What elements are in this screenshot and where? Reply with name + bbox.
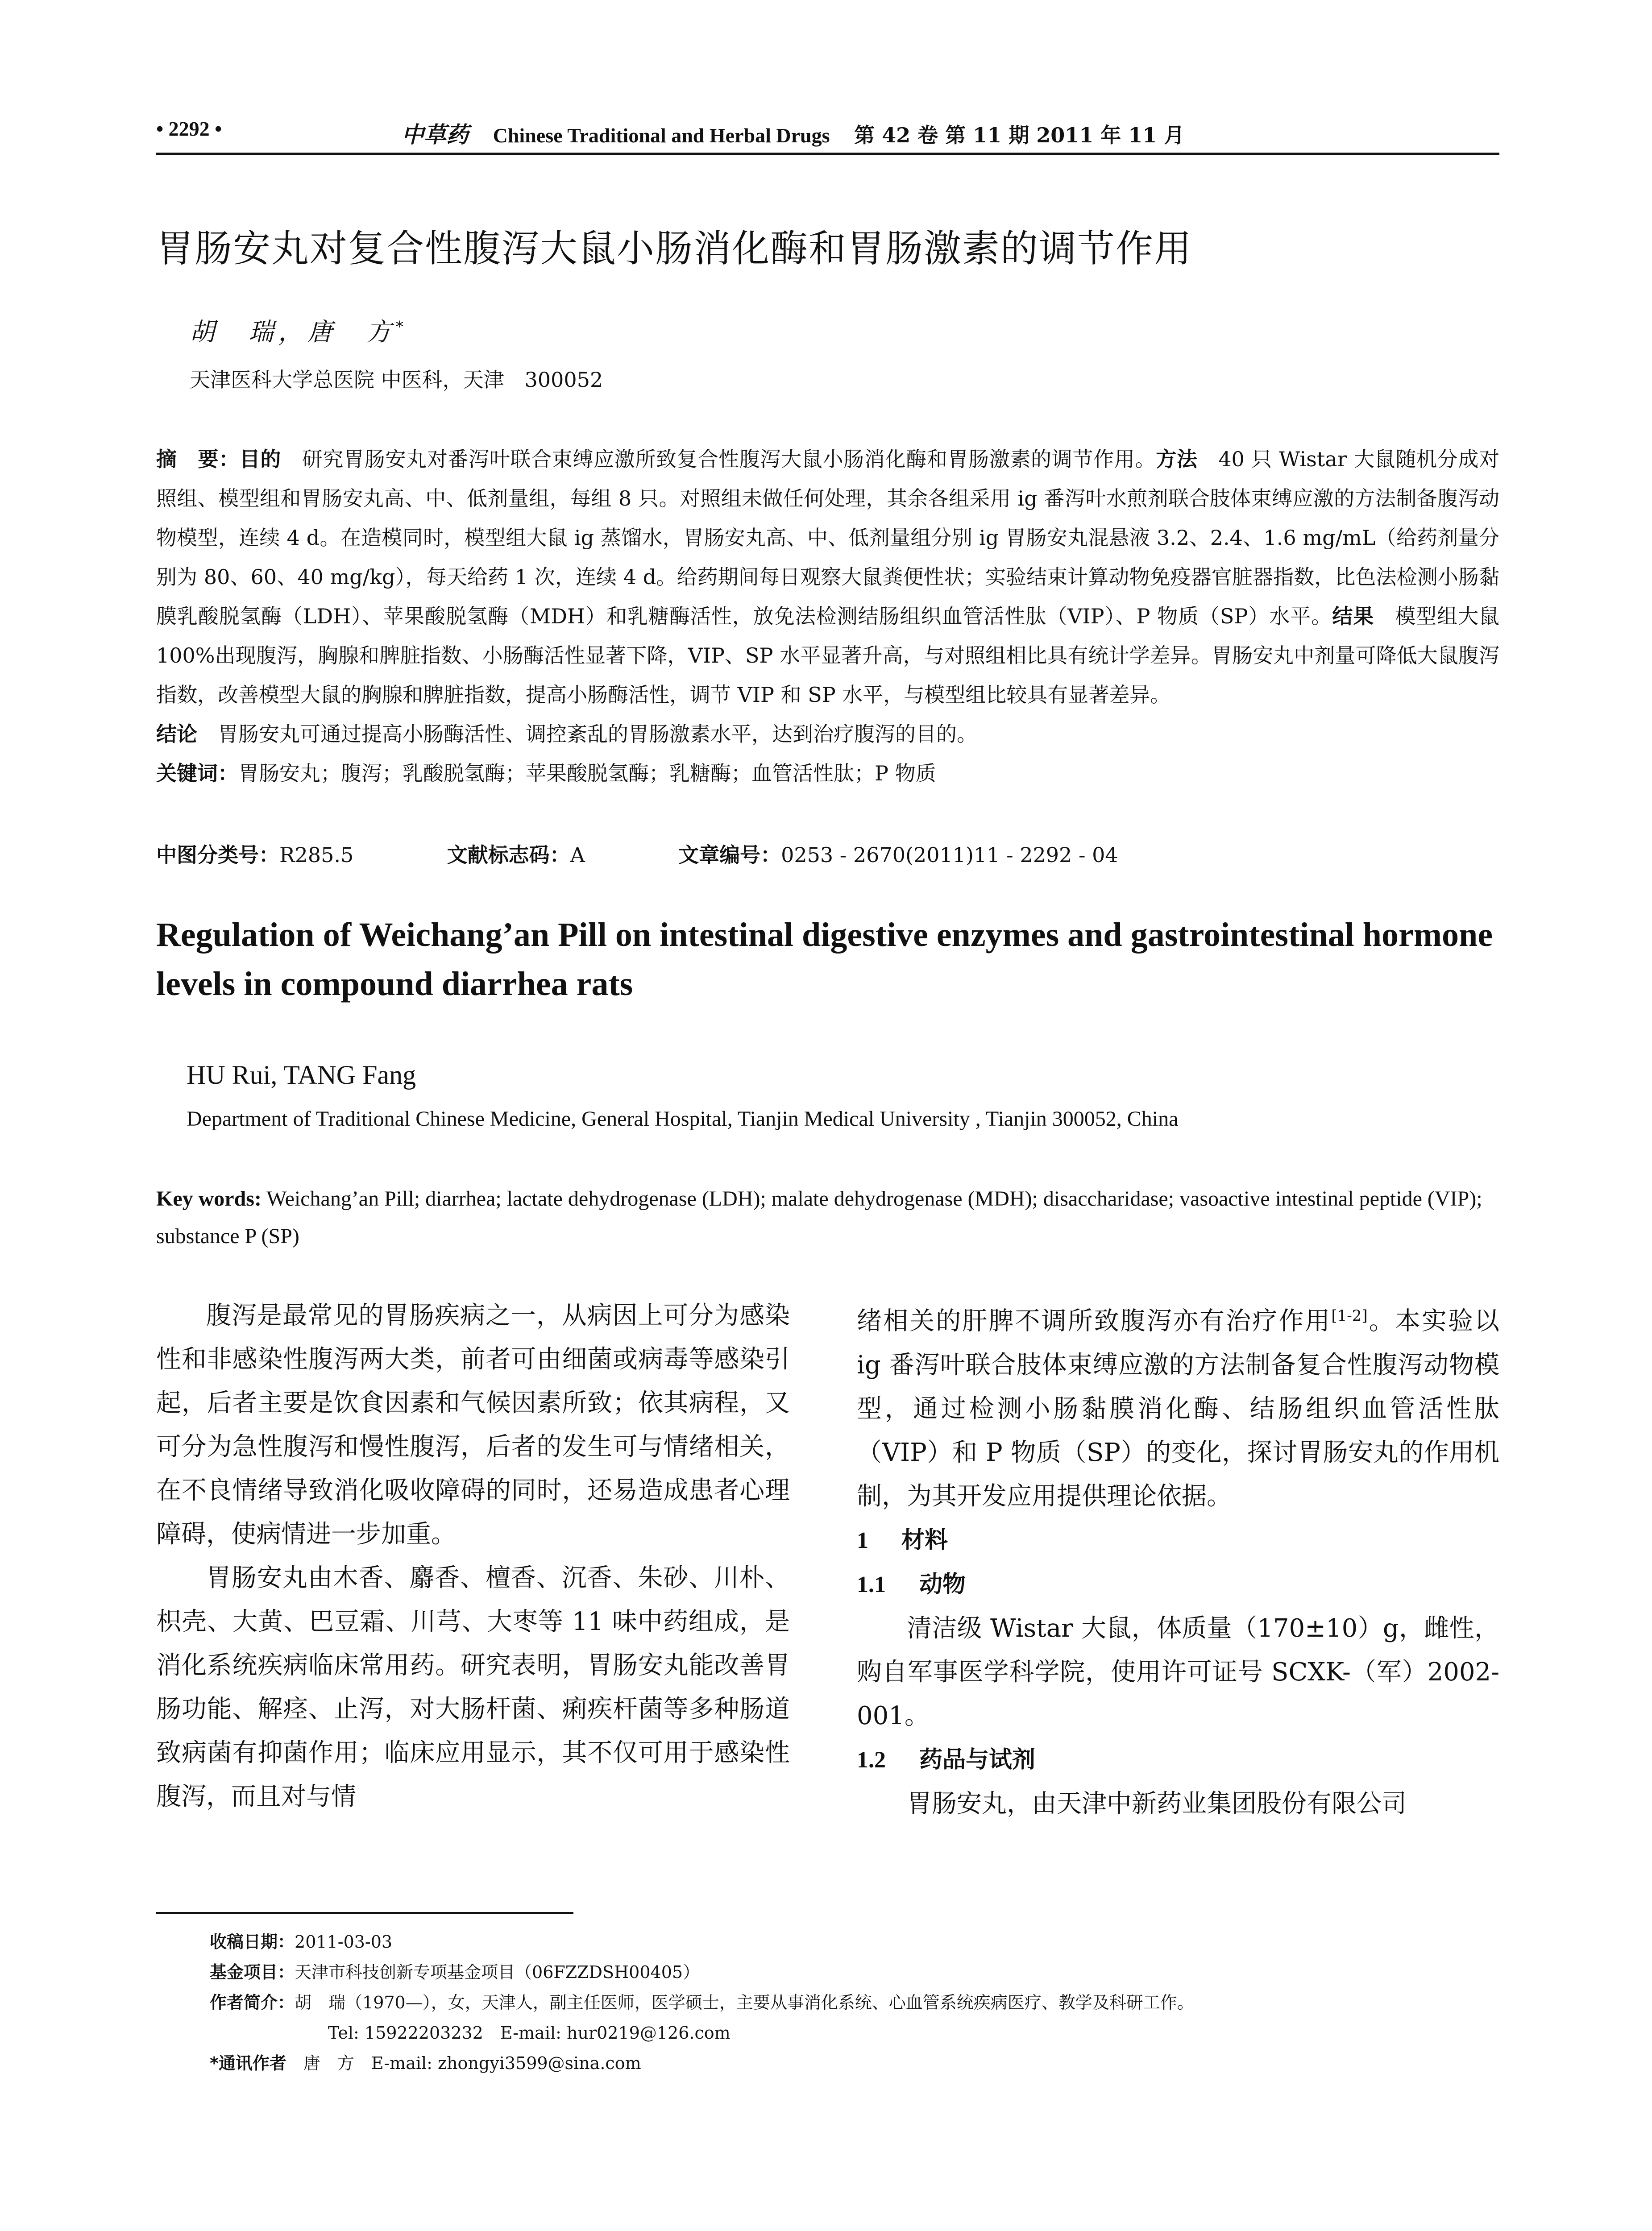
journal-line xyxy=(402,117,1184,149)
objective-text: 研究胃肠安丸对番泻叶联合束缚应激所致复合性腹泻大鼠小肠消化酶和胃肠激素的调节作用。 xyxy=(302,447,1156,471)
clc-label: 中图分类号： xyxy=(156,843,279,867)
clc-value: R285.5 xyxy=(279,843,354,867)
footnote-bio xyxy=(210,1987,1504,2018)
section-1-1-number: 1.1 xyxy=(857,1572,886,1597)
corresponding-label: *通讯作者 xyxy=(210,2053,286,2073)
conclusion-label: 结论 xyxy=(156,722,197,746)
keywords-en-label: Key words: xyxy=(156,1187,261,1211)
body-paragraph-1: 腹泻是最常见的胃肠疾病之一，从病因上可分为感染性和非感染性腹泻两大类，前者可由细菌或病毒等感染引起，后者主要是饮食因素和气候因素所致；依其病程，又可分为急性腹泻和慢性腹泻，后者的发生可与情绪相关，在不良情绪导致消化吸收障碍的同时，还易造成患者心理障碍，使病情进一步加重。 xyxy=(156,1301,790,1549)
header-divider xyxy=(156,153,1499,155)
fund-label: 基金项目： xyxy=(210,1962,295,1982)
bio-contact: Tel: 15922203232 E-mail: hur0219@126.com xyxy=(328,2023,731,2043)
authors-cn xyxy=(190,312,408,348)
affiliation-en: Department of Traditional Chinese Medicine, General Hospital, Tianjin Medical University , Tianjin 300052, China xyxy=(187,1107,1179,1131)
keywords-en-text: Weichang’an Pill; diarrhea; lactate dehydrogenase (LDH); malate dehydrogenase (MDH); disaccharidase; vasoactive intestinal peptide (VIP); substance P (SP) xyxy=(156,1187,1482,1248)
abstract-cn xyxy=(156,440,1499,793)
body-paragraph-4: 清洁级 Wistar 大鼠，体质量（170±10）g，雌性，购自军事医学科学院，使用许可证号 SCXK-（军）2002-001。 xyxy=(857,1613,1499,1730)
body-column-right xyxy=(857,1294,1499,1826)
section-1-1-heading xyxy=(857,1563,1499,1607)
footnote-fund xyxy=(210,1957,1504,1987)
fund-text: 天津市科技创新专项基金项目（06FZZDSH00405） xyxy=(295,1962,700,1982)
doc-code-label: 文献标志码： xyxy=(447,843,570,867)
body-paragraph-3 xyxy=(857,1294,1499,1518)
section-1-2-heading xyxy=(857,1738,1499,1782)
footnote-corresponding xyxy=(210,2048,1504,2078)
keywords-en xyxy=(156,1180,1499,1255)
footnotes xyxy=(210,1927,1504,2078)
section-1-number: 1 xyxy=(857,1527,868,1553)
results-label: 结果 xyxy=(1332,604,1374,628)
body-column-left xyxy=(156,1294,790,1819)
methods-label: 方法 xyxy=(1156,447,1198,471)
body-paragraph-3-part-b: 。本实验以 ig 番泻叶联合肢体束缚应激的方法制备复合性腹泻动物模型，通过检测小肠黏膜消化酶、结肠组织血管活性肽（VIP）和 P 物质（SP）的变化，探讨胃肠安丸的作用机制，为其开发应用提供理论依据。 xyxy=(857,1306,1500,1511)
section-1-2-title: 药品与试剂 xyxy=(919,1746,1036,1773)
corresponding-mark: * xyxy=(396,318,408,336)
conclusion-text: 胃肠安丸可通过提高小肠酶活性、调控紊乱的胃肠激素水平，达到治疗腹泻的目的。 xyxy=(218,722,977,746)
citation-ref: [1-2] xyxy=(1331,1307,1368,1325)
section-1-2-number: 1.2 xyxy=(857,1747,886,1773)
keywords-text: 胃肠安丸；腹泻；乳酸脱氢酶；苹果酸脱氢酶；乳糖酶；血管活性肽；P 物质 xyxy=(238,761,936,785)
section-1-title: 材料 xyxy=(901,1526,948,1554)
authors-en: HU Rui, TANG Fang xyxy=(187,1060,416,1090)
footnote-divider xyxy=(156,1912,573,1914)
objective-label: 目的 xyxy=(239,447,282,471)
footnote-contact xyxy=(210,2018,1504,2048)
corresponding-text: 唐 方 E-mail: zhongyi3599@sina.com xyxy=(303,2053,641,2073)
article-title-cn: 胃肠安丸对复合性腹泻大鼠小肠消化酶和胃肠激素的调节作用 xyxy=(156,227,1193,270)
journal-name-en: Chinese Traditional and Herbal Drugs xyxy=(493,124,830,147)
section-1-heading xyxy=(857,1518,1499,1563)
bio-text: 胡 瑞（1970—），女，天津人，副主任医师，医学硕士，主要从事消化系统、心血管系统疾病医疗、教学及科研工作。 xyxy=(295,1993,1194,2012)
article-id-value: 0253 - 2670(2011)11 - 2292 - 04 xyxy=(781,843,1118,867)
footnote-received xyxy=(210,1927,1504,1957)
page-number: • 2292 • xyxy=(156,117,222,140)
doc-code-value: A xyxy=(570,843,585,867)
received-label: 收稿日期： xyxy=(210,1932,295,1952)
keywords-label: 关键词： xyxy=(156,761,238,785)
journal-name-cn: 中草药 xyxy=(402,121,469,148)
issue-info: 第 42 卷 第 11 期 2011 年 11 月 xyxy=(854,123,1185,147)
methods-text: 40 只 Wistar 大鼠随机分成对照组、模型组和胃肠安丸高、中、低剂量组，每组 8 只。对照组未做任何处理，其余各组采用 ig 番泻叶水煎剂联合肢体束缚应激的方法制备腹泻动物模型，连续 4 d。在造模同时，模型组大鼠 ig 蒸馏水，胃肠安丸高、中、低剂量组分别 ig 胃肠安丸混悬液 3.2、2.4、1.6 mg/mL（给药剂量分别为 80、60、40 mg/kg），每天给药 1 次，连续 4 d。给药期间每日观察大鼠粪便性状；实验结束计算动物免疫器官脏器指数，比色法检测小肠黏膜乳酸脱氢酶（LDH）、苹果酸脱氢酶（MDH）和乳糖酶活性，放免法检测结肠组织血管活性肽（VIP）、P 物质（SP）水平。 xyxy=(156,447,1500,628)
running-header xyxy=(156,117,1499,153)
body-paragraph-3-part-a: 绪相关的肝脾不调所致腹泻亦有治疗作用 xyxy=(857,1306,1332,1336)
affiliation-cn: 天津医科大学总医院 中医科，天津 300052 xyxy=(190,368,603,392)
section-1-1-title: 动物 xyxy=(919,1571,966,1598)
received-date: 2011-03-03 xyxy=(295,1932,393,1952)
classification-row xyxy=(156,839,1118,868)
authors-cn-names: 胡 瑞，唐 方 xyxy=(190,318,396,347)
body-paragraph-5: 胃肠安丸，由天津中新药业集团股份有限公司 xyxy=(907,1789,1407,1818)
bio-label: 作者简介： xyxy=(210,1993,295,2012)
results-text: 模型组大鼠 100%出现腹泻，胸腺和脾脏指数、小肠酶活性显著下降，VIP、SP 水平显著升高，与对照组相比具有统计学差异。胃肠安丸中剂量可降低大鼠腹泻指数，改善模型大鼠的胸腺和脾脏指数，提高小肠酶活性，调节 VIP 和 SP 水平，与模型组比较具有显著差异。 xyxy=(156,604,1500,707)
article-id-label: 文章编号： xyxy=(678,843,781,867)
body-paragraph-2: 胃肠安丸由木香、麝香、檀香、沉香、朱砂、川朴、枳壳、大黄、巴豆霜、川芎、大枣等 11 味中药组成，是消化系统疾病临床常用药。研究表明，胃肠安丸能改善胃肠功能、解痉、止泻，对大肠杆菌、痢疾杆菌等多种肠道致病菌有抑菌作用；临床应用显示，其不仅可用于感染性腹泻，而且对与情 xyxy=(156,1563,790,1811)
abstract-label: 摘 要： xyxy=(156,447,240,471)
article-title-en: Regulation of Weichang’an Pill on intestinal digestive enzymes and gastrointestinal hormone levels in compound diarrhea rats xyxy=(156,916,1493,1003)
